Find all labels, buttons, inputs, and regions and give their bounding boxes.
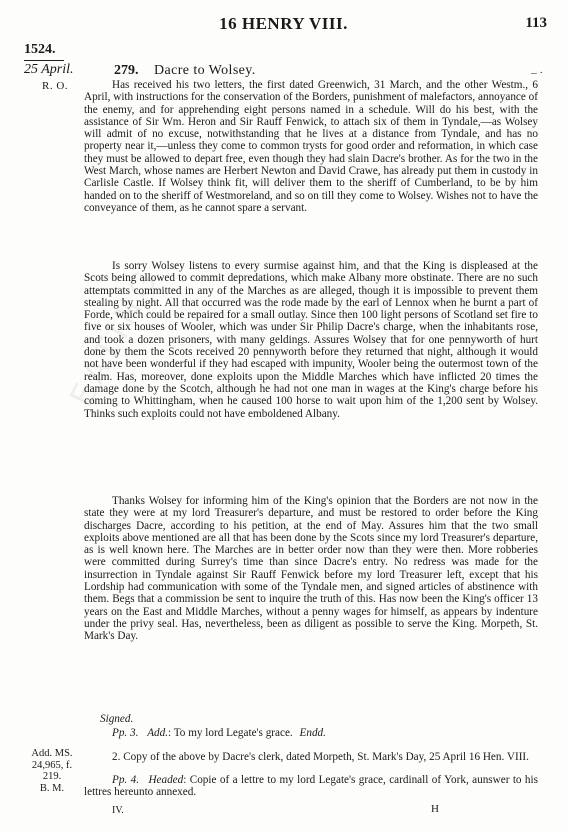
copy-source-line: Add. MS. [31,748,73,759]
copy-text: Copy of the above by Dacre's clerk, dated Morpeth, St. Mark's Day, 25 April 16 Hen. VIII. [123,751,529,763]
pp-label: Pp. 3. [112,727,139,739]
paragraph-2 [84,260,538,420]
volume-mark: IV. [112,805,124,816]
signed-line [84,713,133,725]
margin-year: 1524. [24,42,56,57]
headed-text: : Copie of a lettre to my lord Legate's grace, cardinall of York, aunswer to his lettres hereunto annexed. [84,774,538,799]
paragraph-1 [84,79,538,214]
copy-source-line: 24,965, f. 219. [31,759,73,783]
running-title: 16 HENRY VIII. [219,14,348,33]
paragraph-3 [84,495,538,643]
copy-source [24,748,80,794]
watermark: EATING [62,259,168,413]
copy-pp-label: Pp. 4. [112,774,140,786]
paragraph-text: Has received his two letters, the first dated Greenwich, 31 March, and the other Westm., 6 April, with instructions for the conservation of the Borders, punishment of malefactors, annoyance of the enemy, and for apprehending eight persons named in a schedule. Will do his best, with the assistance of Sir Wm. Heron and Sir Rauff Fenwick, to attach six of them in Tyndale,—as Wolsey will admit of no excuse, notwithstanding that he lives at a distance from Tyndale, and has no property near it,—unless they come to common trysts for good order and reformation, in which case they must be allowed to depart free, even though they had slain Dacre's brother. As for the two in the West March, whose names are Herbert Newton and David Crawe, has already put them in custody in Carlisle Castle. If Wolsey think fit, will deliver them to the sheriff of Cumberland, to be by him handed on to the sheriff of Westmoreland, and so on till they come to Wolsey. Wishes not to have the conveyance of them, as he cannot spare a servant. [84,79,538,214]
copy-headed [84,774,538,799]
copy-number: 2. [112,751,121,763]
signed-label: Signed. [100,713,134,725]
year-rule [24,60,64,61]
headed-label: Headed [148,774,184,786]
address-text: : To my lord Legate's grace. [168,727,293,739]
page-number: 113 [525,15,547,31]
add-label: Add. [147,727,169,739]
paragraph-text: Is sorry Wolsey listens to every surmise against him, and that the King is displeased at the Scots being allowed to commit depredations, which make Albany more obstinate. There are no such attemptats committed in any of the Marches as are alleged, though it is impossible to prevent them stealing by night. All that occurred was the rode made by the earl of Lennox when he burnt a part of Forde, which could be repaired for a small outlay. Since then 100 light persons of Scotland set fire to five or six houses of Wooler, which was under Sir Philip Dacre's charge, when the inhabitants rose, and took a dozen prisoners, with many geldings. Assures Wolsey that for one pennyworth of hurt done by them the Scots received 20 pennyworth before they returned that night, although it would not have been wonderful if they had escaped with impunity, Wooler being the outermost town of the realm. Has, moreover, done exploits upon the Middle Marches which have inflicted 20 times the damage done by the Scotch, although he had not one man in wages at the King's charge before his coming to Whittingham, when he caused 100 horse to wait upon him of the 1,200 sent by Wolsey. Thinks such exploits could not have emboldened Albany. [84,260,538,420]
entry-heading [114,63,256,79]
copy-source-line: B. M. [39,782,65,794]
margin-source: R. O. [42,80,69,92]
entry-number: 279. [114,63,139,78]
address-line [84,727,538,739]
corner-mark: – · [531,67,543,79]
signature-mark: H [431,803,439,815]
page-header [0,12,567,36]
paragraph-text: Thanks Wolsey for informing him of the King's opinion that the Borders are not now in the state they were at my lord Treasurer's departure, and must be restored to order before the King discharges Dacre, according to his petition, at the end of May. Assures him that the two small exploits above mentioned are all that has been done by the Scots since my lord Treasurer's departure, as is well known here. The Marches are in better order now than they were then. More robberies were committed during Surrey's time than since Dacre's entry. No redress was made for the insurrection in Tyndale against Sir Rauff Fenwick before my lord Treasurer left, except that his Lordship had communication with some of the Tyndale men, and signed articles of abstinence with them. Begs that a commission be sent to inquire the truth of this. Has now been the King's officer 13 years on the East and Middle Marches, without a penny wages for himself, as appears by indenture under the privy seal. Has, nevertheless, been as diligent as possible to serve the King. Morpeth, St. Mark's Day. [84,495,538,643]
copy-entry [84,751,538,763]
endd-label: Endd. [299,727,326,739]
margin-date: 25 April. [24,62,74,77]
entry-title: Dacre to Wolsey. [154,63,256,78]
